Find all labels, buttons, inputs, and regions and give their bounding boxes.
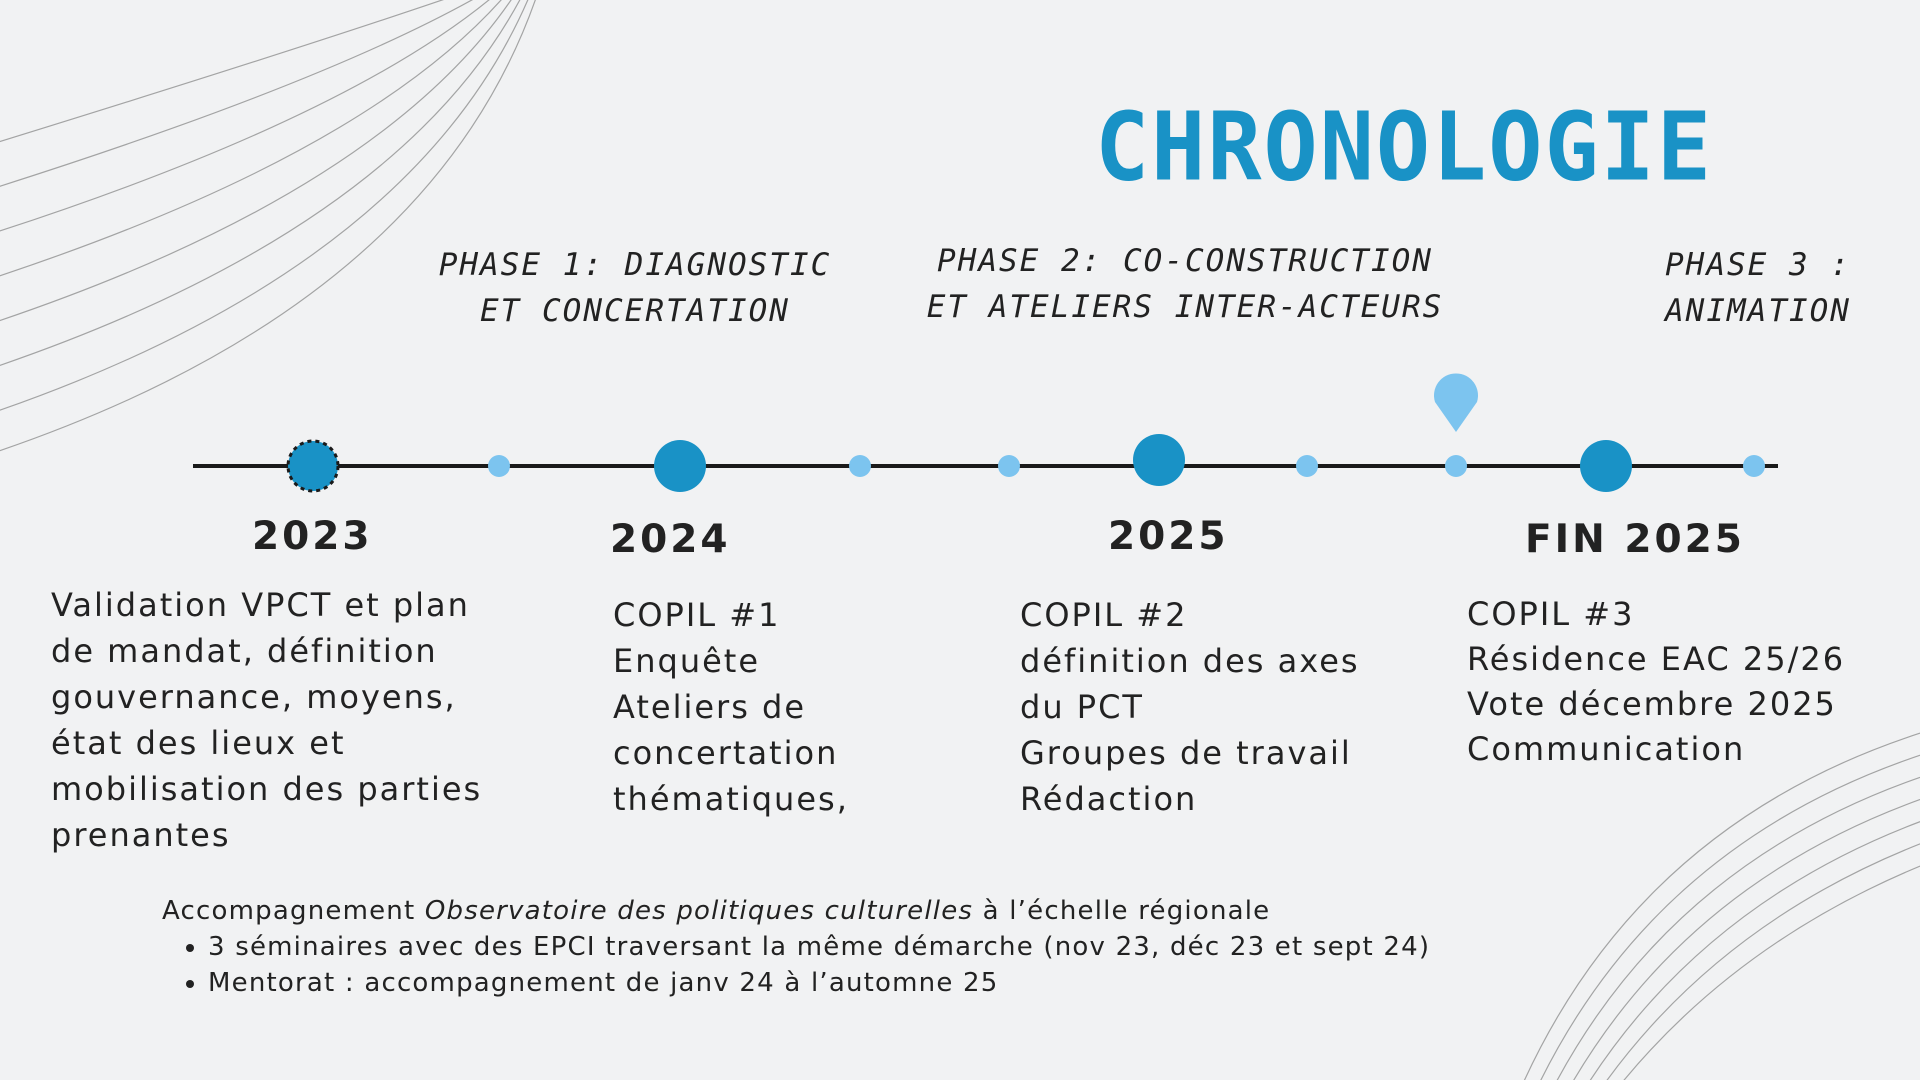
- description-line: prenantes: [51, 816, 231, 854]
- footer-intro-italic: Observatoire des politiques culturelles: [424, 896, 974, 926]
- footer-bullet: • Mentorat : accompagnement de janv 24 à l’automne 25: [208, 965, 1430, 1001]
- phase-3-line1: PHASE 3 :: [1665, 247, 1851, 283]
- milestone-2024-description: [613, 592, 849, 822]
- description-line: Résidence EAC 25/26: [1467, 640, 1846, 678]
- description-line: Communication: [1467, 730, 1746, 768]
- footer-intro-suffix: à l’échelle régionale: [973, 896, 1271, 926]
- description-line: état des lieux et: [51, 724, 346, 762]
- description-line: thématiques,: [613, 780, 849, 818]
- minor-dot: [1296, 455, 1318, 477]
- description-line: de mandat, définition: [51, 632, 438, 670]
- footer-note: [162, 893, 1430, 1001]
- description-line: Vote décembre 2025: [1467, 685, 1837, 723]
- milestone-2025-dot: [1133, 434, 1185, 486]
- milestone-2024-dot: [654, 440, 706, 492]
- minor-dot: [1743, 455, 1765, 477]
- phase-2-line1: PHASE 2: CO-CONSTRUCTION: [937, 243, 1433, 279]
- description-line: Rédaction: [1020, 780, 1198, 818]
- footer-bullet: • 3 séminaires avec des EPCI traversant la même démarche (nov 23, déc 23 et sept 24): [208, 929, 1430, 965]
- description-line: mobilisation des parties: [51, 770, 483, 808]
- description-line: COPIL #1: [613, 596, 781, 634]
- phase-1-line2: ET CONCERTATION: [480, 293, 790, 329]
- phase-2-line2: ET ATELIERS INTER-ACTEURS: [926, 289, 1444, 325]
- milestone-fin-2025-dot: [1580, 440, 1632, 492]
- phase-3-line2: ANIMATION: [1665, 293, 1851, 329]
- milestone-2025-description: [1020, 592, 1360, 822]
- milestone-fin-2025-description: [1467, 592, 1845, 772]
- footer-intro: [162, 893, 1430, 929]
- year-2024: 2024: [610, 517, 731, 562]
- year-2023: 2023: [252, 514, 373, 559]
- description-line: gouvernance, moyens,: [51, 678, 457, 716]
- description-line: Validation VPCT et plan: [51, 586, 470, 624]
- minor-dot: [488, 455, 510, 477]
- current-position-dot: [1445, 455, 1467, 477]
- location-pin-icon: [1434, 373, 1478, 432]
- description-line: du PCT: [1020, 688, 1144, 726]
- footer-bullets: [162, 929, 1430, 1001]
- year-2025: 2025: [1108, 514, 1229, 559]
- milestone-2023-description: [51, 582, 482, 858]
- description-line: Groupes de travail: [1020, 734, 1352, 772]
- description-line: COPIL #3: [1467, 595, 1635, 633]
- description-line: concertation: [613, 734, 839, 772]
- minor-dot: [998, 455, 1020, 477]
- description-line: Enquête: [613, 642, 761, 680]
- year-fin-2025: FIN 2025: [1525, 517, 1745, 562]
- milestone-2023-dot: [288, 441, 338, 491]
- description-line: définition des axes: [1020, 642, 1360, 680]
- page-title: CHRONOLOGIE: [1095, 92, 1714, 203]
- footer-intro-prefix: Accompagnement: [162, 896, 425, 926]
- description-line: Ateliers de: [613, 688, 807, 726]
- phase-1-line1: PHASE 1: DIAGNOSTIC: [438, 247, 832, 283]
- minor-dot: [849, 455, 871, 477]
- description-line: COPIL #2: [1020, 596, 1188, 634]
